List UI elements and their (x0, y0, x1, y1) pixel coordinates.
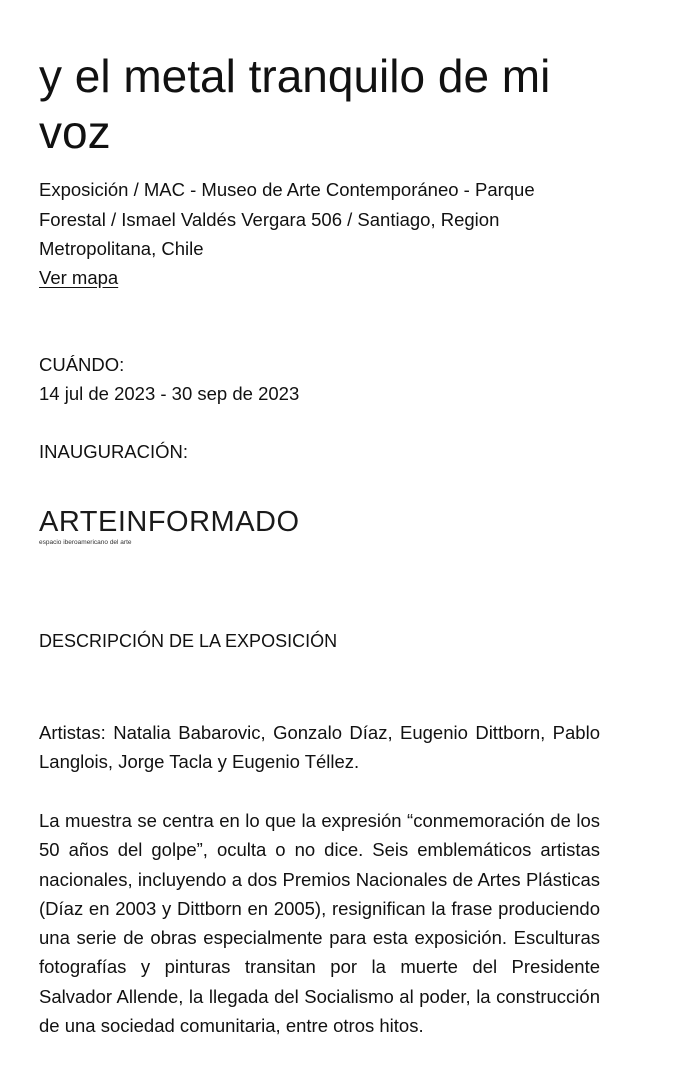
event-dates: 14 jul de 2023 - 30 sep de 2023 (39, 383, 300, 404)
view-map-link[interactable]: Ver mapa (39, 267, 119, 288)
when-label: CUÁNDO: (39, 354, 125, 375)
logo-wordmark: ARTEINFORMADO (39, 506, 300, 538)
page-title: y el metal tranquilo de mi voz (39, 50, 551, 158)
description-paragraph: La muestra se centra en lo que la expresión “conmemoración de los 50 años del golpe”, oculta o no dice. Seis emblemáticos artistas nacionales, incluyendo a dos Premios Nacionales de Artes Plásticas (Díaz en 2003 y Dittborn en 2005), resignifican la frase produciendo una serie de obras especialmente para esta exposición. Esculturas fotografías y pinturas transitan por la muerte del Presidente Salvador Allende, la llegada del Socialismo al poder, la construcción de una sociedad comunitaria, entre otros hitos. (39, 810, 600, 1037)
artists-paragraph: Artistas: Natalia Babarovic, Gonzalo Díaz, Eugenio Dittborn, Pablo Langlois, Jorge Tacla y Eugenio Téllez. (39, 722, 600, 773)
inauguration-label: INAUGURACIÓN: (39, 441, 189, 462)
event-location-info: Exposición / MAC - Museo de Arte Contemporáneo - Parque Forestal / Ismael Valdés Vergara 506 / Santiago, Region Metropolitana, Chile (39, 179, 535, 259)
logo-tagline: espacio iberoamericano del arte (39, 539, 132, 546)
arteinformado-logo[interactable] (39, 505, 300, 547)
description-heading: DESCRIPCIÓN DE LA EXPOSICIÓN (39, 631, 338, 651)
